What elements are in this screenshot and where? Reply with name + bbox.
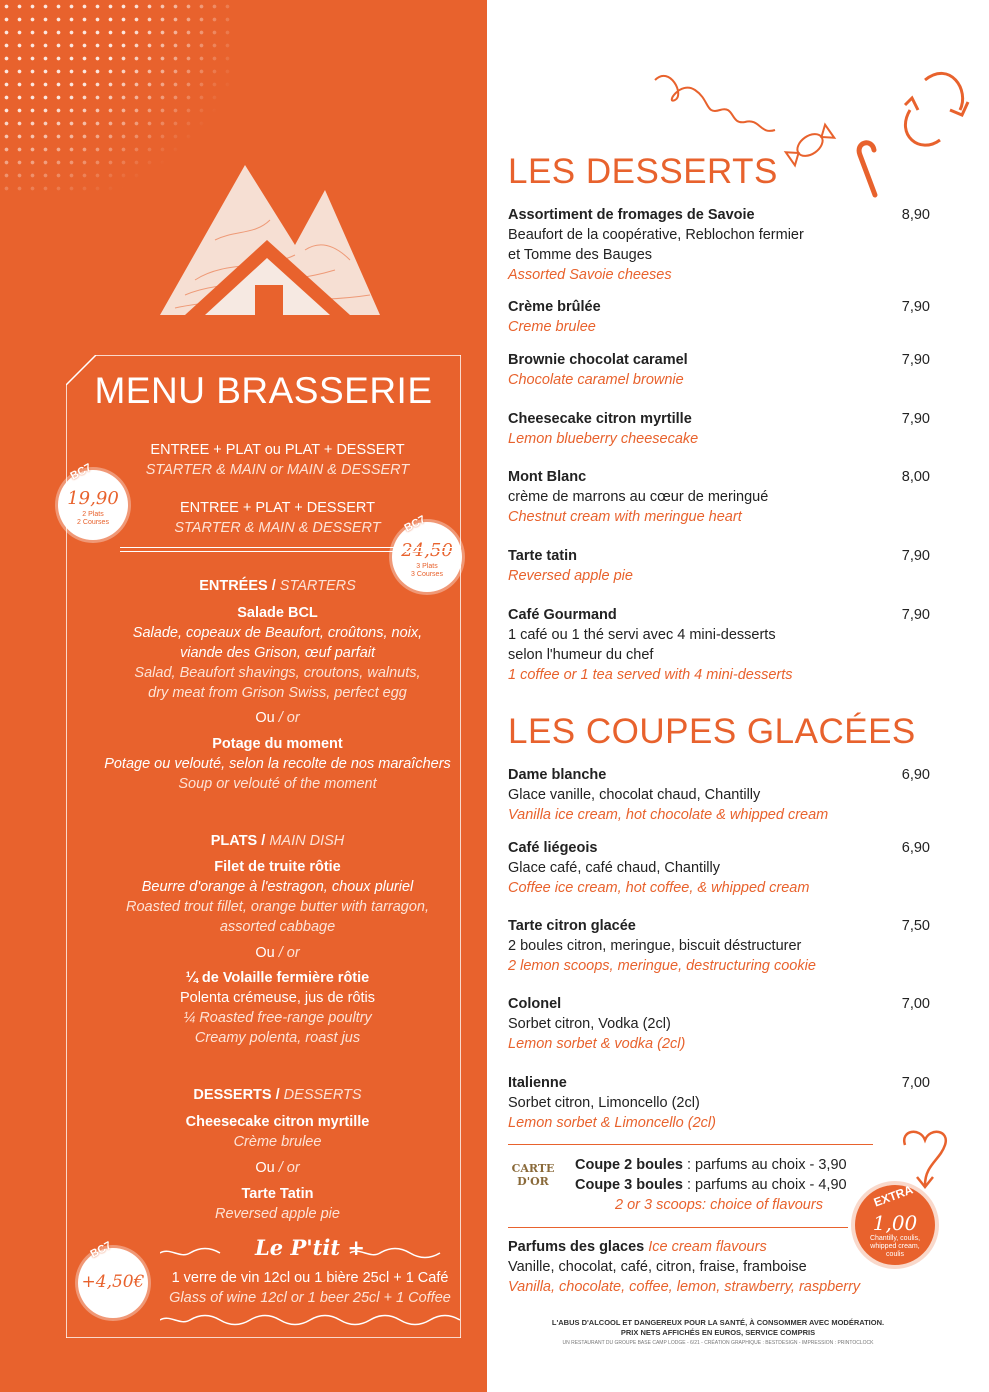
entree-salade: Salade BCL Salade, copeaux de Beaufort, croûtons, noix, viande des Grison, œuf parfait Salad, Beaufort shavings, croutons, walnuts, dry meat from Grison Swiss, perfect egg <box>80 603 475 703</box>
item-name: Assortiment de fromages de Savoie <box>508 207 755 223</box>
dish-name: Potage du moment <box>212 736 343 752</box>
item-name: Tarte citron glacée <box>508 918 636 934</box>
dessert-tatin: Tarte Tatin Reversed apple pie <box>80 1184 475 1224</box>
item-name: Cheesecake citron myrtille <box>508 411 692 427</box>
coupes-item <box>508 1073 938 1133</box>
item-translation: Vanilla ice cream, hot chocolate & whipped cream <box>508 807 829 823</box>
item-name: Italienne <box>508 1075 567 1091</box>
badge-tag: BC7 <box>402 513 428 535</box>
dish-name: Cheesecake citron myrtille <box>185 1114 370 1130</box>
ptit-plus-offer: 1 verre de vin 12cl ou 1 bière 25cl + 1 Café Glass of wine 12cl or 1 beer 25cl + 1 Coffee <box>169 1270 451 1306</box>
dish-name: ¼ de Volaille fermière rôtie <box>185 970 370 986</box>
item-price: 8,90 <box>901 207 930 223</box>
extra-badge: EXTRA 1,00 Chantilly, coulis, whipped cream, coulis <box>855 1185 935 1265</box>
menu-title: MENU BRASSERIE <box>94 370 433 411</box>
badge-sub: 2 Plats 2 Courses <box>77 511 109 526</box>
item-price: 7,00 <box>901 996 930 1012</box>
item-description: crème de marrons au cœur de meringué <box>508 489 769 505</box>
item-translation: Creme brulee <box>508 319 596 335</box>
mountain-chalet-logo <box>155 160 385 345</box>
item-translation: Lemon blueberry cheesecake <box>508 431 699 447</box>
divider <box>508 1227 848 1228</box>
item-price: 7,00 <box>901 1075 930 1091</box>
price-badge-ptit <box>78 1239 148 1318</box>
divider <box>120 547 455 552</box>
badge-price: +4,50€ <box>81 1272 145 1292</box>
item-translation: Coffee ice cream, hot coffee, & whipped cream <box>508 880 810 896</box>
badge-sub: 3 Plats 3 Courses <box>411 563 443 578</box>
badge-price: 24,50 <box>401 540 453 561</box>
item-name: Brownie chocolat caramel <box>508 352 688 368</box>
dish-name: Salade BCL <box>237 605 318 621</box>
dish-name: Filet de truite rôtie <box>214 859 341 875</box>
formula-2-fr: ENTREE + PLAT + DESSERT <box>179 500 375 516</box>
carte-dor-logo: CARTE D'OR <box>511 1162 555 1188</box>
item-description: et Tomme des Bauges <box>508 247 653 263</box>
desserts-item <box>508 546 938 586</box>
or-separator: Ou / or <box>255 945 300 961</box>
ptit-plus-title: Le P'tit + <box>255 1235 365 1260</box>
item-name: Crème brûlée <box>508 299 601 315</box>
item-translation: Chocolate caramel brownie <box>508 372 684 388</box>
legal-footer: L'ABUS D'ALCOOL ET DANGEREUX POUR LA SANTÉ, À CONSOMMER AVEC MODÉRATION. PRIX NETS AFFICHÉS EN EUROS, SERVICE COMPRIS UN RESTAURANT DU GROUPE BASE CAMP LODGE - 6/21 - CRÉATION GRAPHIQUE : BESTDESIGN - IMPRESSION : PRINTOCLOCK <box>551 1318 885 1346</box>
item-description: Glace vanille, chocolat chaud, Chantilly <box>508 787 761 803</box>
item-price: 7,90 <box>901 352 930 368</box>
formula-1-fr: ENTREE + PLAT ou PLAT + DESSERT <box>150 442 405 458</box>
plats-heading: PLATS / MAIN DISH <box>210 833 345 849</box>
entrees-heading: ENTRÉES / STARTERS <box>199 578 356 594</box>
item-description: 2 boules citron, meringue, biscuit déstructurer <box>508 938 802 954</box>
wave-decoration <box>160 1312 460 1328</box>
item-price: 8,00 <box>901 469 930 485</box>
item-price: 7,90 <box>901 411 930 427</box>
price-badge-2-courses <box>58 461 128 540</box>
divider <box>508 1144 873 1145</box>
item-translation: 2 lemon scoops, meringue, destructuring cookie <box>508 958 816 974</box>
item-description: 1 café ou 1 thé servi avec 4 mini-desserts <box>508 627 776 643</box>
coupes-title: LES COUPES GLACÉES <box>508 712 916 751</box>
dish-name: Tarte Tatin <box>241 1186 314 1202</box>
desserts-item <box>508 409 938 449</box>
badge-tag: BC7 <box>68 461 94 483</box>
item-translation: Reversed apple pie <box>508 568 633 584</box>
coupes-item <box>508 994 938 1054</box>
item-translation: Lemon sorbet & Limoncello (2cl) <box>508 1115 716 1131</box>
item-price: 7,50 <box>901 918 930 934</box>
item-price: 6,90 <box>901 840 930 856</box>
desserts-item <box>508 205 938 285</box>
item-translation: Chestnut cream with meringue heart <box>508 509 742 525</box>
coupes-item <box>508 916 938 976</box>
plat-truite: Filet de truite rôtie Beurre d'orange à l'estragon, choux pluriel Roasted trout fillet, orange butter with tarragon, assorted cabbage <box>80 857 475 937</box>
menu-brasserie-panel <box>0 0 487 1392</box>
item-description: Glace café, café chaud, Chantilly <box>508 860 720 876</box>
plat-volaille: ¼ de Volaille fermière rôtie Polenta crémeuse, jus de rôtis ¼ Roasted free-range poultry Creamy polenta, roast jus <box>80 968 475 1048</box>
item-description: Sorbet citron, Limoncello (2cl) <box>508 1095 700 1111</box>
or-separator: Ou / or <box>255 1160 300 1176</box>
item-name: Café liégeois <box>508 840 598 856</box>
dessert-cheesecake: Cheesecake citron myrtille Crème brulee <box>80 1112 475 1152</box>
desserts-title: LES DESSERTS <box>508 152 778 191</box>
item-price: 6,90 <box>901 767 930 783</box>
item-name: Tarte tatin <box>508 548 578 564</box>
coupes-item <box>508 765 938 825</box>
desserts-item <box>508 605 938 685</box>
item-name: Mont Blanc <box>508 469 587 485</box>
desserts-item <box>508 297 938 337</box>
formula-1 <box>80 440 475 480</box>
ice-cream-flavours: Parfums des glaces Ice cream flavours Vanille, chocolat, café, citron, fraise, framboise Vanilla, chocolate, coffee, lemon, strawberry, raspberry <box>508 1239 861 1295</box>
or-separator: Ou / or <box>255 710 300 726</box>
item-name: Café Gourmand <box>508 607 617 623</box>
scoops-offer: Coupe 2 boules : parfums au choix - 3,90 Coupe 3 boules : parfums au choix - 4,90 2 or 3 scoops: choice of flavours <box>575 1157 847 1213</box>
item-description: Sorbet citron, Vodka (2cl) <box>508 1016 671 1032</box>
item-translation: 1 coffee or 1 tea served with 4 mini-desserts <box>508 667 793 683</box>
item-price: 7,90 <box>901 607 930 623</box>
item-price: 7,90 <box>901 548 930 564</box>
coupes-item <box>508 838 938 898</box>
entree-potage: Potage du moment Potage ou velouté, selon la recolte de nos maraîchers Soup or velouté of the moment <box>80 734 475 794</box>
desserts-item <box>508 467 938 527</box>
item-name: Dame blanche <box>508 767 607 783</box>
item-translation: Assorted Savoie cheeses <box>508 267 672 283</box>
formula-2-en: STARTER & MAIN & DESSERT <box>174 520 381 536</box>
item-name: Colonel <box>508 996 562 1012</box>
desserts-item <box>508 350 938 390</box>
formula-1-en: STARTER & MAIN or MAIN & DESSERT <box>145 462 410 478</box>
item-price: 7,90 <box>901 299 930 315</box>
item-translation: Lemon sorbet & vodka (2cl) <box>508 1036 686 1052</box>
item-description: selon l'humeur du chef <box>508 647 654 663</box>
desserts-heading: DESSERTS / DESSERTS <box>193 1087 362 1103</box>
heart-arrow-doodle <box>895 1125 955 1190</box>
item-description: Beaufort de la coopérative, Reblochon fermier <box>508 227 804 243</box>
badge-price: 19,90 <box>67 488 119 509</box>
badge-tag: BC7 <box>88 1239 114 1261</box>
